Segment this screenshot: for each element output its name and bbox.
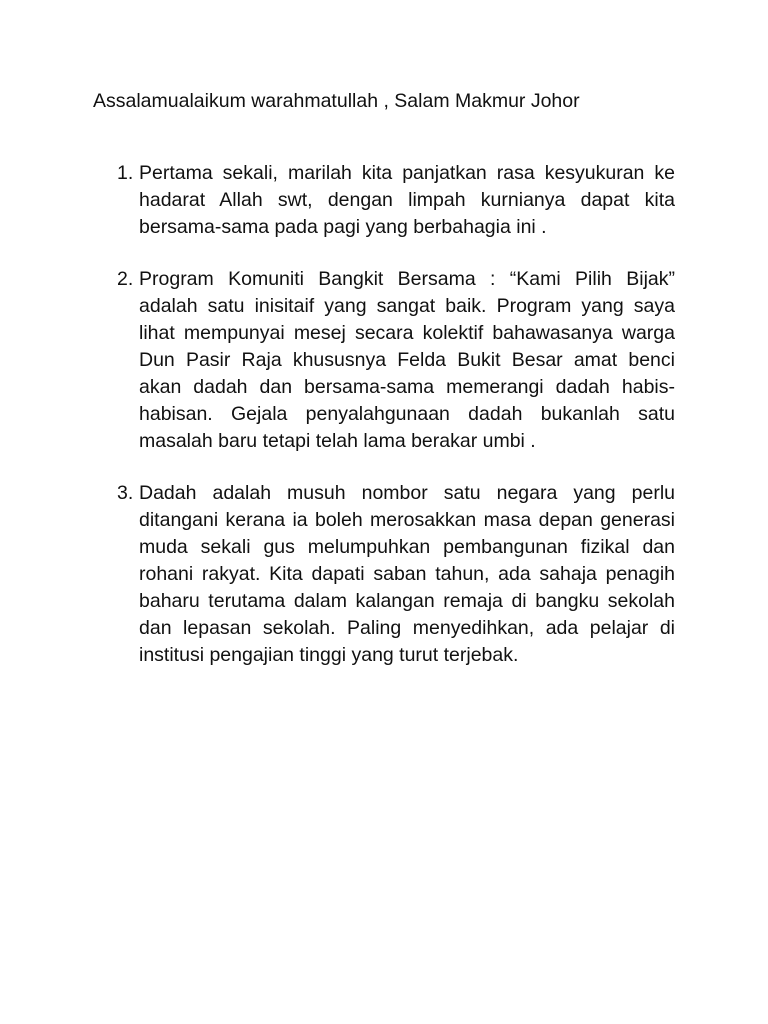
list-item-number: 1.: [117, 162, 134, 184]
list-item-text: Dadah adalah musuh nombor satu negara yang perlu ditangani kerana ia boleh merosakkan masa depan generasi muda sekali gus melumpuhkan pembangunan fizikal dan rohani rakyat. Kita dapati saban tahun, ada sahaja penagih baharu terutama dalam kalangan remaja di bangku sekolah dan lepasan sekolah. Paling menyedihkan, ada pelajar di institusi pengajian tinggi yang turut terjebak.: [139, 482, 675, 666]
list-item-3: [117, 480, 675, 669]
list-item-number: 3.: [117, 482, 134, 504]
list-item-number: 2.: [117, 268, 134, 290]
list-item-text: Pertama sekali, marilah kita panjatkan rasa kesyukuran ke hadarat Allah swt, dengan limpah kurnianya dapat kita bersama-sama pada pagi yang berbahagia ini .: [139, 162, 675, 238]
greeting-line: Assalamualaikum warahmatullah , Salam Makmur Johor: [93, 90, 580, 112]
list-item-text: Program Komuniti Bangkit Bersama : “Kami Pilih Bijak” adalah satu inisitaif yang sangat baik. Program yang saya lihat mempunyai mesej secara kolektif bahawasanya warga Dun Pasir Raja khususnya Felda Bukit Besar amat benci akan dadah dan bersama-sama memerangi dadah habis-habisan. Gejala penyalahgunaan dadah bukanlah satu masalah baru tetapi telah lama berakar umbi .: [139, 268, 675, 452]
numbered-list: [117, 160, 675, 669]
list-item-2: [117, 266, 675, 455]
list-item-1: [117, 160, 675, 241]
